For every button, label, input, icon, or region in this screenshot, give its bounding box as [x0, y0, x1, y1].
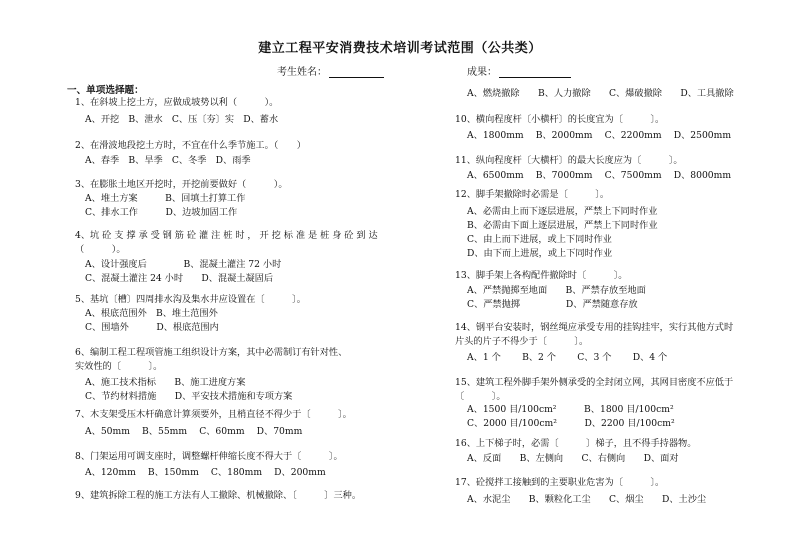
- left-options-3-2: C、排水工作 D、边坡加固工作: [85, 207, 238, 218]
- right-question-3: 11、纵向程度杆〔大横杆〕的最大长度应为〔 〕。: [455, 155, 683, 166]
- page-title: 建立工程平安消费技术培训考试范围（公共类）: [258, 41, 542, 56]
- left-question-6: 6、编制工程工程项管施工组织设计方案，其中必需制订有针对性、: [75, 347, 348, 358]
- right-question-2: 10、横向程度杆〔小横杆〕的长度宜为〔 〕。: [455, 114, 665, 125]
- left-options-3-1: A、堆土方案 B、回填土打算工作: [85, 193, 246, 204]
- left-options-1-1: A、开挖 B、泄水 C、压〔夯〕实 D、蓄水: [85, 114, 279, 125]
- right-question-6: 14、钢平台安装时，钢丝绳应承受专用的挂钩挂牢，实行其他方式时: [455, 322, 734, 333]
- right-question-4: 12、脚手架撤除时必需是〔 〕。: [455, 189, 610, 200]
- left-options-6-2: C、节约材料措施 D、平安技术措施和专项方案: [85, 391, 293, 402]
- left-question-2: 2、在滑波地段挖土方时，不宜在什么季节施工。（ ）: [75, 140, 306, 151]
- right-options-7-1: A、1500 目/100cm² B、1800 目/100cm²: [467, 404, 674, 415]
- right-question-5: 13、脚手架上各构配件撤除时〔 〕。: [455, 270, 628, 281]
- right-question-7: 15、建筑工程外脚手架外侧承受的全封闭立网，其网目密度不应低于: [455, 377, 734, 388]
- right-options-5-2: C、严禁抛掷 D、严禁随意存放: [467, 299, 638, 310]
- left-options-5-2: C、围墙外 D、根底范围内: [85, 322, 219, 333]
- name-blank[interactable]: [329, 66, 384, 78]
- right-question-6-cont: 片头的片子不得少于〔 〕。: [455, 336, 589, 347]
- left-options-2-1: A、春季 B、旱季 C、冬季 D、雨季: [85, 155, 251, 166]
- right-options-5-1: A、严禁抛掷至地面 B、严禁存放至地面: [467, 285, 646, 296]
- left-options-6-1: A、施工技术指标 B、施工进度方案: [85, 377, 246, 388]
- right-options-2-1: A、1800mm B、2000mm C、2200mm D、2500mm: [467, 130, 732, 141]
- right-question-8: 16、上下梯子时，必需〔 〕梯子，且不得手持器物。: [455, 438, 697, 449]
- right-question-9: 17、砼搅拌工接触到的主要职业危害为〔 〕。: [455, 477, 665, 488]
- left-question-8: 8、门架运用可调支座时，调整螺杆伸缩长度不得大于〔 〕。: [75, 451, 343, 462]
- left-question-3: 3、在膨胀土地区开挖时，开挖前要做好（ ）。: [75, 179, 288, 190]
- right-options-4-2: B、必需由下面上逐层进展，严禁上下同时作业: [467, 220, 658, 231]
- name-label: 考生姓名：: [277, 67, 327, 78]
- score-blank[interactable]: [499, 66, 571, 78]
- right-question-7-cont: 〔 〕。: [455, 391, 506, 402]
- right-options-4-4: D、由下而上进展，或上下同时作业: [467, 248, 613, 259]
- left-options-8-1: A、120mm B、150mm C、180mm D、200mm: [85, 467, 326, 478]
- score-label: 成果：: [467, 67, 497, 78]
- left-question-1: 1、在斜坡上挖土方，应做成坡势以利（ ）。: [75, 97, 279, 108]
- right-options-7-2: C、2000 目/100cm² D、2200 目/100cm²: [467, 418, 675, 429]
- left-question-9: 9、建筑拆除工程的施工方法有人工撤除、机械撤除、〔 〕三种。: [75, 490, 362, 501]
- left-options-5-1: A、根底范围外 B、堆土范围外: [85, 308, 218, 319]
- left-options-4-2: C、混凝土灌注 24 小时 D、混凝土凝固后: [85, 273, 274, 284]
- right-options-9-1: A、水泥尘 B、颗粒化工尘 C、烟尘 D、土沙尘: [467, 494, 707, 505]
- left-options-4-1: A、设计强度后 B、混凝土灌注 72 小时: [85, 259, 282, 270]
- right-options-4-3: C、由上而下进展，或上下同时作业: [467, 234, 612, 245]
- left-options-7-1: A、50mm B、55mm C、60mm D、70mm: [85, 426, 303, 437]
- left-question-4: 4、坑 砼 支 撑 承 受 钢 筋 砼 灌 注 桩 时 ， 开 挖 标 准 是 桩 身 砼 到 达: [75, 230, 378, 241]
- right-options-4-1: A、必需由上而下逐层进展，严禁上下同时作业: [467, 206, 658, 217]
- right-options-8-1: A、反面 B、左侧向 C、右侧向 D、面对: [467, 453, 679, 464]
- left-question-4-cont: （ ）。: [75, 244, 126, 255]
- right-options-3-1: A、6500mm B、7000mm C、7500mm D、8000mm: [467, 170, 732, 181]
- name-field: [277, 63, 384, 78]
- right-options-1-1: A、燃烧撤除 B、人力撤除 C、爆破撤除 D、工具撤除: [467, 88, 734, 99]
- score-field: [467, 63, 571, 78]
- left-question-7: 7、木支架受压木杆确意计算须要外，且梢直径不得少于〔 〕。: [75, 409, 352, 420]
- right-options-6-1: A、1 个 B、2 个 C、3 个 D、4 个: [467, 352, 668, 363]
- left-question-6-cont: 实效性的〔 〕。: [75, 361, 163, 372]
- section-heading: 一、单项选择题：: [67, 85, 144, 96]
- left-question-5: 5、基坑〔槽〕四周排水沟及集水井应设置在〔 〕。: [75, 294, 306, 305]
